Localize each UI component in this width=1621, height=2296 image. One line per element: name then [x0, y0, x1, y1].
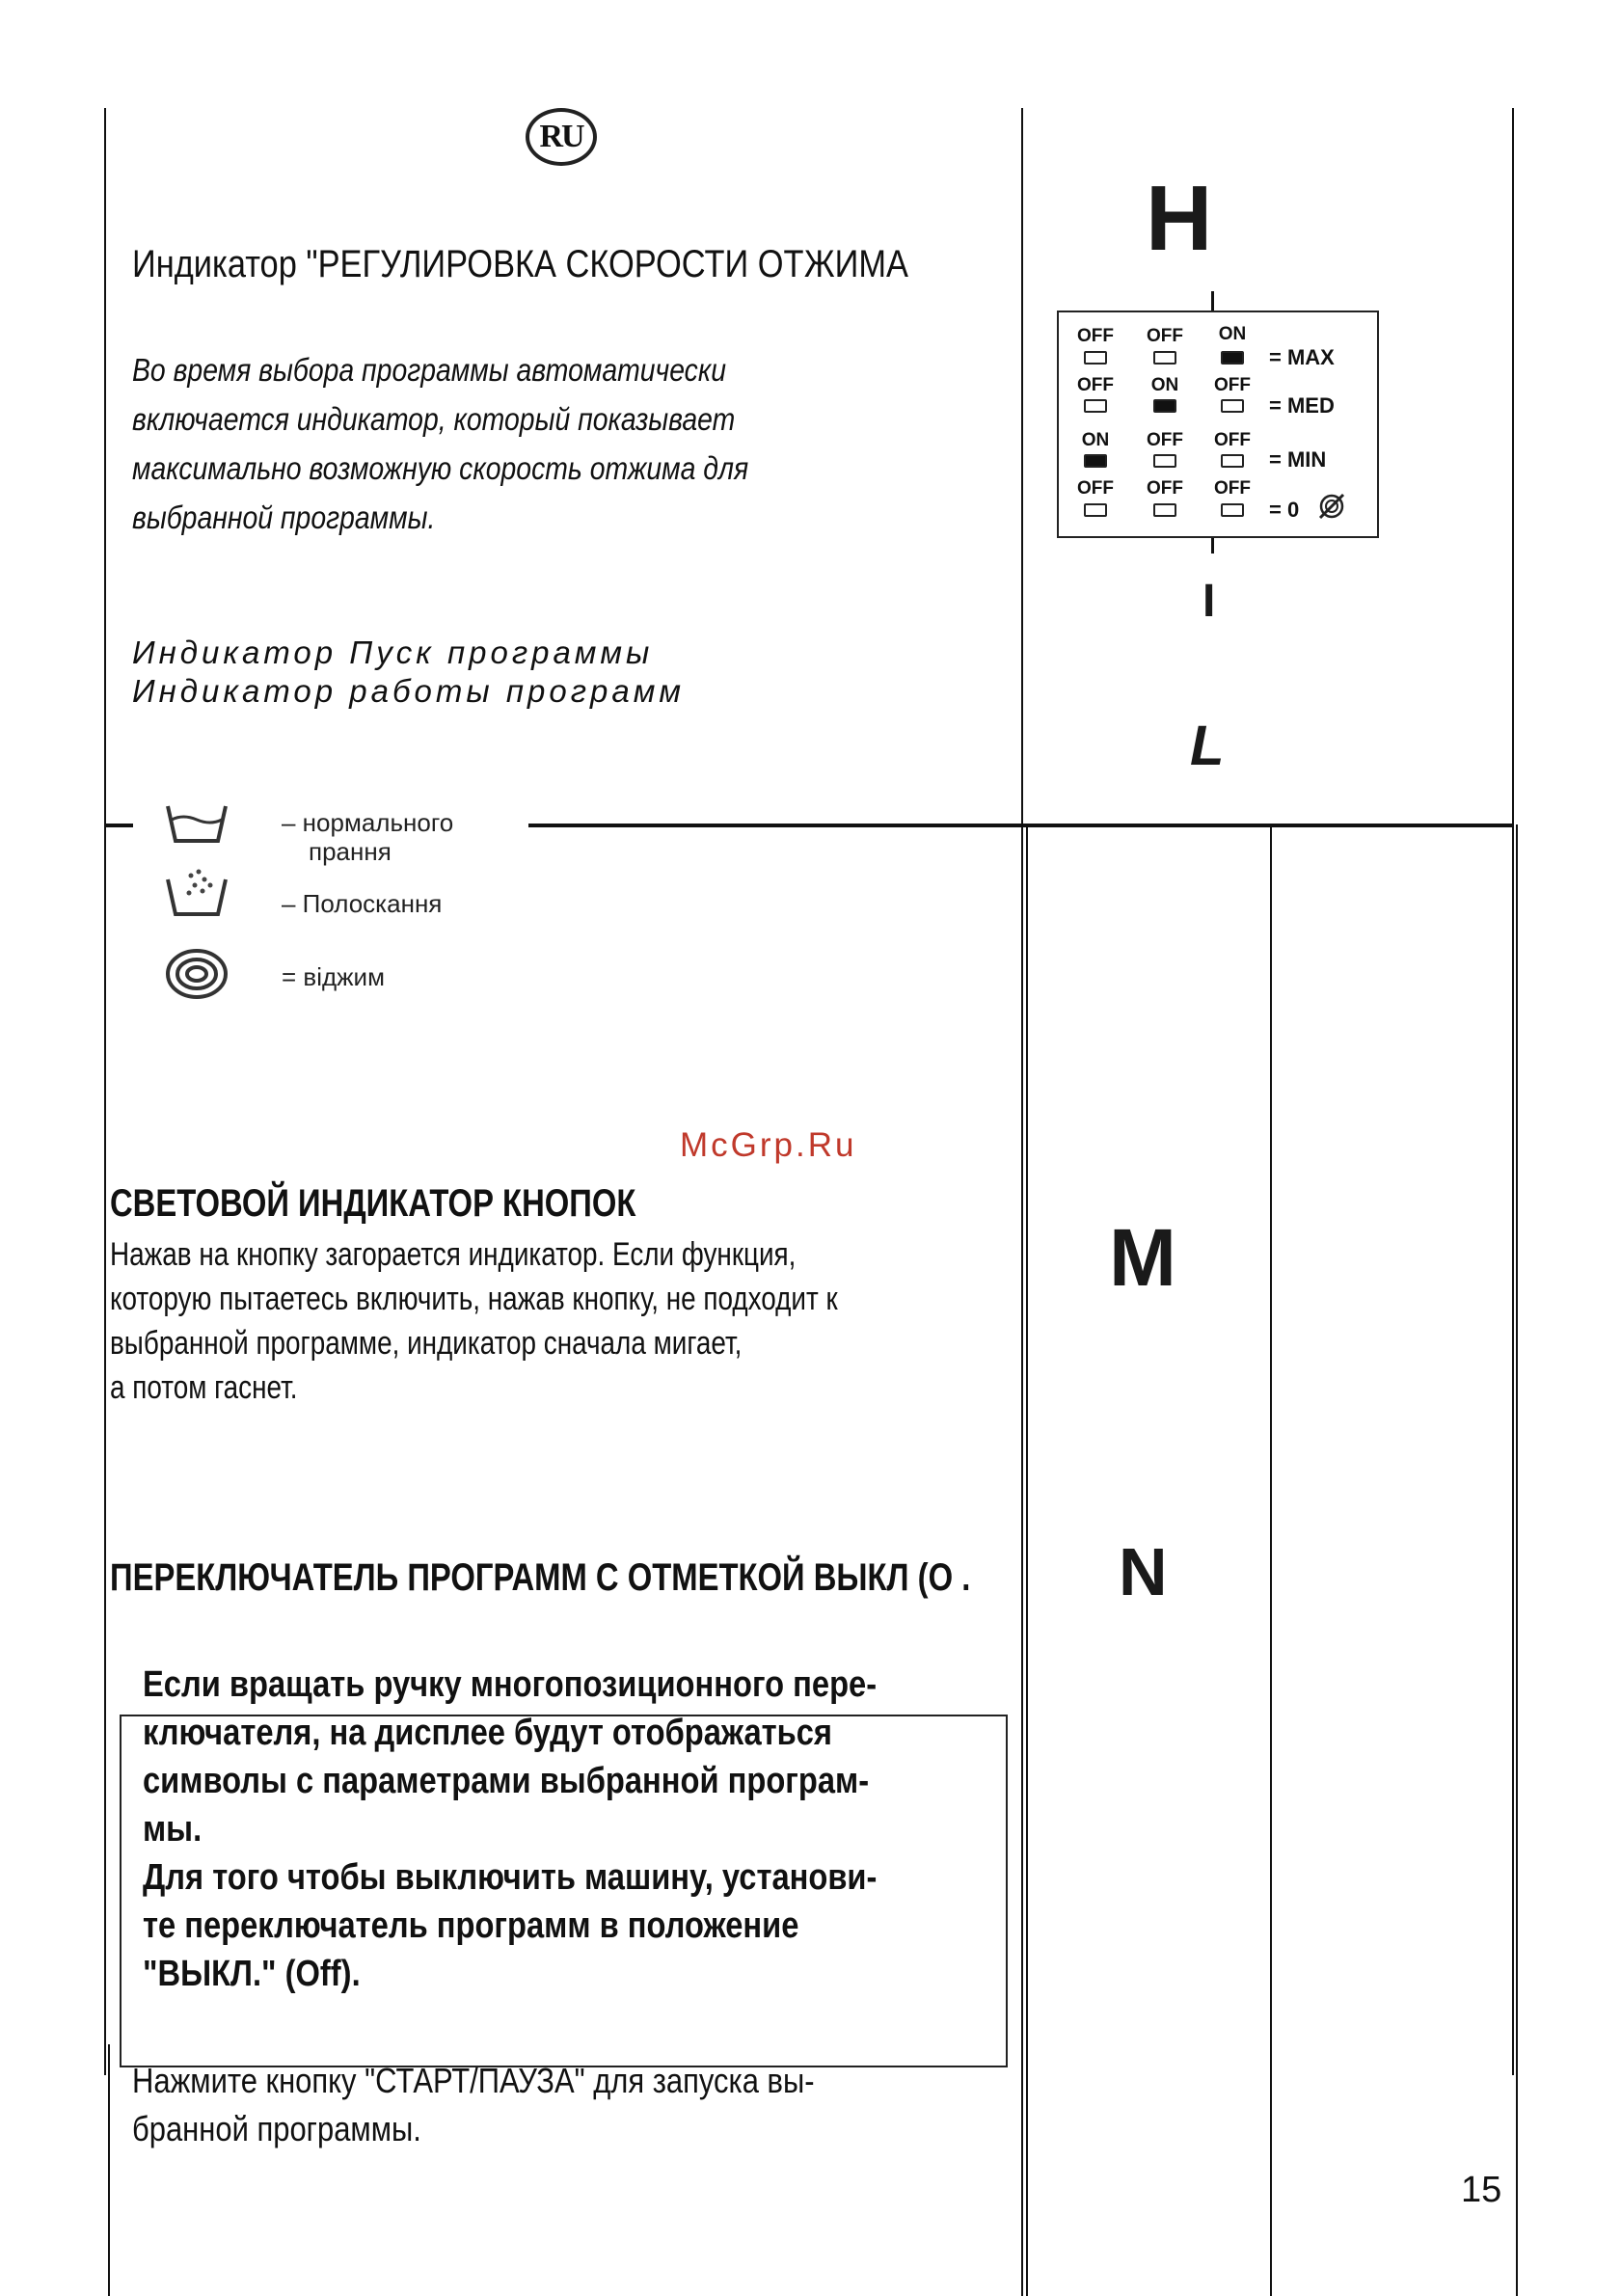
led-state-label: OFF [1147, 478, 1183, 499]
right-border [1512, 108, 1514, 2075]
rinse-icon [162, 866, 231, 920]
led-state-label: OFF [1147, 326, 1183, 346]
program-switch-heading: ПЕРЕКЛЮЧАТЕЛЬ ПРОГРАММ С ОТМЕТКОЙ ВЫКЛ (O . [110, 1556, 971, 1599]
led-state-label: OFF [1214, 375, 1251, 395]
middle-border-2 [1026, 824, 1028, 2296]
description-line: Во время выбора программы автоматически [132, 352, 727, 388]
info-line: те переключатель программ в положение [143, 1905, 799, 1946]
description-line: максимально возможную скорость отжима для [132, 450, 749, 486]
button-light-description [110, 1232, 838, 1410]
led-state-label: OFF [1147, 430, 1183, 450]
led-state-label: OFF [1077, 478, 1114, 499]
wash-label: – нормального [282, 808, 454, 837]
spin-spiral-icon [162, 945, 231, 1003]
led-off [1084, 503, 1107, 517]
info-line: "ВЫКЛ." (Off). [143, 1954, 361, 1994]
speed-med-label: = MED [1269, 393, 1335, 418]
program-work-indicator-text: Индикатор работы программ [132, 673, 685, 709]
led-off [1221, 503, 1244, 517]
label-n: N [1119, 1534, 1168, 1609]
led-off [1153, 503, 1176, 517]
label-h: H [1146, 167, 1213, 270]
watermark: McGrp.Ru [680, 1126, 857, 1164]
led-state-label: OFF [1077, 375, 1114, 395]
inner-right-border [1270, 824, 1272, 2296]
led-off [1084, 351, 1107, 365]
info-line: символы с параметрами выбранной програм- [143, 1761, 870, 1801]
body-line: которую пытаетесь включить, нажав кнопку, не подходит к [110, 1281, 838, 1317]
language-logo: RU [526, 108, 597, 166]
connector-line-top [1211, 291, 1214, 312]
program-start-indicator-text: Индикатор Пуск программы [132, 635, 654, 670]
section-divider-left [104, 824, 133, 827]
label-i: I [1202, 576, 1216, 627]
led-off [1153, 454, 1176, 468]
led-off [1221, 454, 1244, 468]
led-on [1153, 399, 1176, 413]
spin-speed-table [1057, 311, 1379, 538]
wash-label-2: прання [309, 837, 392, 866]
spin-indicator-title: Индикатор "РЕГУЛИРОВКА СКОРОСТИ ОТЖИМА [132, 243, 909, 285]
start-line: Нажмите кнопку "СТАРТ/ПАУЗА" для запуска вы- [132, 2061, 815, 2100]
start-pause-instruction [132, 2057, 815, 2153]
description-line: включается индикатор, который показывает [132, 401, 736, 437]
led-off [1221, 399, 1244, 413]
right-border-2 [1516, 824, 1518, 2296]
led-state-label: OFF [1214, 478, 1251, 499]
info-line: Если вращать ручку многопозиционного пере- [143, 1664, 878, 1705]
body-line: а потом гаснет. [110, 1369, 298, 1406]
led-state-label: OFF [1077, 326, 1114, 346]
led-state-label: OFF [1214, 430, 1251, 450]
page-number: 15 [1461, 2170, 1502, 2210]
middle-border [1021, 108, 1023, 2296]
left-border-bottom [108, 2044, 110, 2296]
speed-max-label: = MAX [1269, 345, 1335, 369]
speed-min-label: = MIN [1269, 447, 1327, 472]
info-line: Для того чтобы выключить машину, установи- [143, 1857, 878, 1898]
wash-tub-icon [162, 800, 231, 847]
speed-zero-label: = 0 [1269, 498, 1300, 522]
info-line: мы. [143, 1809, 203, 1850]
section-divider [528, 824, 1514, 827]
rinse-label: – Полоскання [282, 889, 443, 918]
label-l: L [1190, 715, 1225, 777]
led-off [1153, 351, 1176, 365]
start-line: бранной программы. [132, 2109, 421, 2148]
info-line: ключателя, на дисплее будут отображаться [143, 1713, 833, 1753]
led-on [1221, 351, 1244, 365]
led-on [1084, 454, 1107, 468]
description-line: выбранной программы. [132, 500, 436, 535]
led-state-label: ON [1218, 324, 1247, 344]
body-line: Нажав на кнопку загорается индикатор. Если функция, [110, 1236, 797, 1273]
connector-line-bottom [1211, 536, 1214, 554]
led-state-label: ON [1081, 430, 1110, 450]
left-border-top [104, 108, 106, 2075]
led-state-label: ON [1150, 375, 1179, 395]
label-m: M [1109, 1212, 1176, 1303]
no-spin-icon [1317, 492, 1346, 521]
spin-indicator-description [132, 345, 748, 542]
spin-label: = віджим [282, 962, 385, 991]
led-off [1084, 399, 1107, 413]
body-line: выбранной программе, индикатор сначала мигает, [110, 1325, 743, 1362]
program-switch-info-text [143, 1661, 877, 1998]
button-light-heading: СВЕТОВОЙ ИНДИКАТОР КНОПОК [110, 1182, 636, 1225]
